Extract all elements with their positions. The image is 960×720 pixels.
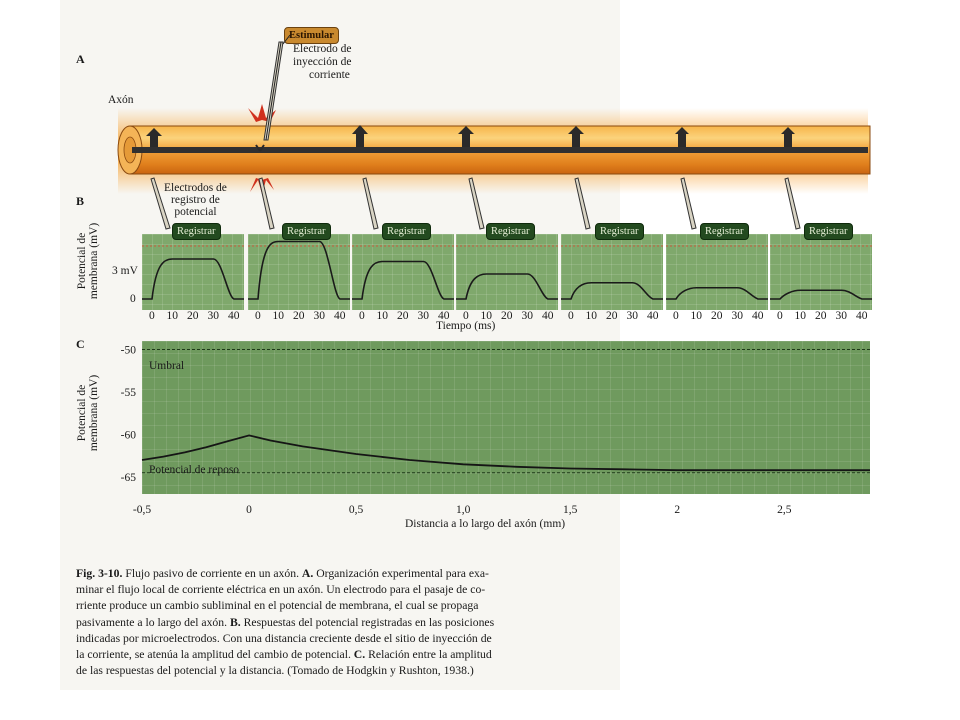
caption-line [76,598,616,614]
panel-b-xtick: 0 [777,310,783,322]
record-tag: Registrar [595,223,644,240]
panel-b-xtick: 20 [293,310,305,322]
panel-a-letter: A [76,52,85,66]
axon-label: Axón [108,94,134,106]
panel-b-xtick: 30 [626,310,638,322]
recording-label-line-3: potencial [174,206,217,218]
rest-label: Potencial de reposo [149,464,240,476]
threshold-label: Umbral [149,360,185,372]
panel-c-xtick: -0,5 [132,504,152,516]
caption-bold: B. [229,615,241,629]
panel-b-xtick: 0 [463,310,469,322]
electrode-label-line-3: corriente [309,69,350,81]
recording-label-line-1: Electrodos de [164,182,227,194]
panel-c-xtick: 0 [246,504,252,516]
panel-b-xtick: 30 [835,310,847,322]
caption-line [76,631,616,647]
figure-caption [76,566,616,679]
panel-c-xlabel: Distancia a lo largo del axón (mm) [405,518,566,530]
panel-b-xtick: 10 [690,310,702,322]
panel-b-xtick: 10 [794,310,806,322]
panel-b-xtick: 40 [438,310,450,322]
panel-b-xtick: 20 [711,310,723,322]
record-tag: Registrar [382,223,431,240]
caption-text: Respuestas del potencial registradas en las posiciones [240,615,495,629]
caption-line [76,615,616,631]
panel-b-letter: B [76,194,85,208]
caption-text: indicadas por microelectrodos. Con una distancia creciente desde el sitio de inyección de [76,631,492,645]
caption-text: rriente produce un cambio subliminal en el potencial de membrana, el cual se propaga [76,599,479,613]
panel-b-xtick: 40 [752,310,764,322]
panel-b-xtick: 30 [731,310,743,322]
panel-b-xtick: 10 [166,310,178,322]
panel-b-ytick-0: 0 [130,293,136,305]
panel-c-xtick: 1,0 [455,504,471,516]
caption-text: Relación entre la amplitud [365,648,492,662]
panel-b-xtick: 20 [815,310,827,322]
panel-b-xtick: 30 [313,310,325,322]
panel-c-xtick: 2 [674,504,681,516]
electrode-label-line-1: Electrodo de [293,43,352,55]
caption-text: pasivamente a lo largo del axón. [76,615,230,629]
electrode-label-line-2: inyección de [293,56,352,68]
caption-text: minar el flujo local de corriente eléctrica en un axón. Un electrodo para el pasaje de co- [76,583,486,597]
caption-bold: C. [353,648,366,662]
panel-b-ylabel-line-2: membrana (mV) [88,222,100,300]
panel-c-ytick: -50 [120,344,136,357]
panel-c-xtick: 0,5 [348,504,364,516]
panel-b-xtick: 10 [480,310,492,322]
record-tag: Registrar [700,223,749,240]
panel-b-xtick: 30 [417,310,429,322]
stimulate-tag: Estimular [284,27,339,44]
panel-b-xtick: 30 [207,310,219,322]
panel-b-xtick: 0 [359,310,365,322]
panel-b-xtick: 40 [228,310,240,322]
record-tag: Registrar [486,223,535,240]
caption-line [76,663,616,679]
panel-b-xtick: 0 [255,310,261,322]
potential-curve [142,435,870,470]
panel-c-xtick: 1,5 [563,504,578,516]
panel-b-ylabel-line-1: Potencial de [76,232,88,290]
panel-c-ytick: -60 [120,429,136,442]
panel-b-xtick: 10 [376,310,388,322]
panel-b-xtick: 20 [606,310,618,322]
panel-b-xtick: 20 [501,310,513,322]
caption-line [76,566,616,582]
caption-bold: A. [301,567,314,580]
caption-line [76,647,616,663]
caption-bold: Fig. 3-10. [76,567,123,580]
panel-b-xtick: 0 [673,310,679,322]
panel-b-xtick: 30 [521,310,533,322]
panel-b-ytick-3mv: 3 mV [112,265,138,277]
panel-b-xtick: 10 [585,310,597,322]
record-tag: Registrar [804,223,853,240]
recording-label-line-2: registro de [171,194,220,206]
panel-b-xtick: 20 [187,310,199,322]
caption-text: Organización experimental para exa- [313,567,489,580]
caption-line [76,582,616,598]
panel-c-ytick: -55 [120,387,136,399]
record-tag: Registrar [172,223,221,240]
caption-text: la corriente, se atenúa la amplitud del cambio de potencial. [76,648,354,662]
panel-b-xtick: 0 [149,310,155,322]
panel-b-xtick: 40 [647,310,659,322]
caption-text: Flujo pasivo de corriente en un axón. [122,567,302,580]
panel-b-xtick: 40 [334,310,346,322]
panel-c-xtick: 2,5 [777,504,792,516]
panel-b-xlabel: Tiempo (ms) [436,320,496,332]
panel-c-ylabel-line-2: membrana (mV) [88,374,100,452]
panel-b-xtick: 40 [542,310,554,322]
bleed-through-heading [72,542,77,560]
panel-b-xtick: 40 [856,310,868,322]
panel-b-xtick: 0 [568,310,574,322]
panel-c-ylabel-line-1: Potencial de [76,384,88,442]
panel-c-ytick: -65 [120,472,136,484]
record-tag: Registrar [282,223,331,240]
panel-b-xtick: 20 [397,310,409,322]
caption-text: de las respuestas del potencial y la distancia. (Tomado de Hodgkin y Rushton, 1938.) [76,664,474,678]
panel-c-letter: C [76,337,85,351]
panel-b-xtick: 10 [272,310,284,322]
